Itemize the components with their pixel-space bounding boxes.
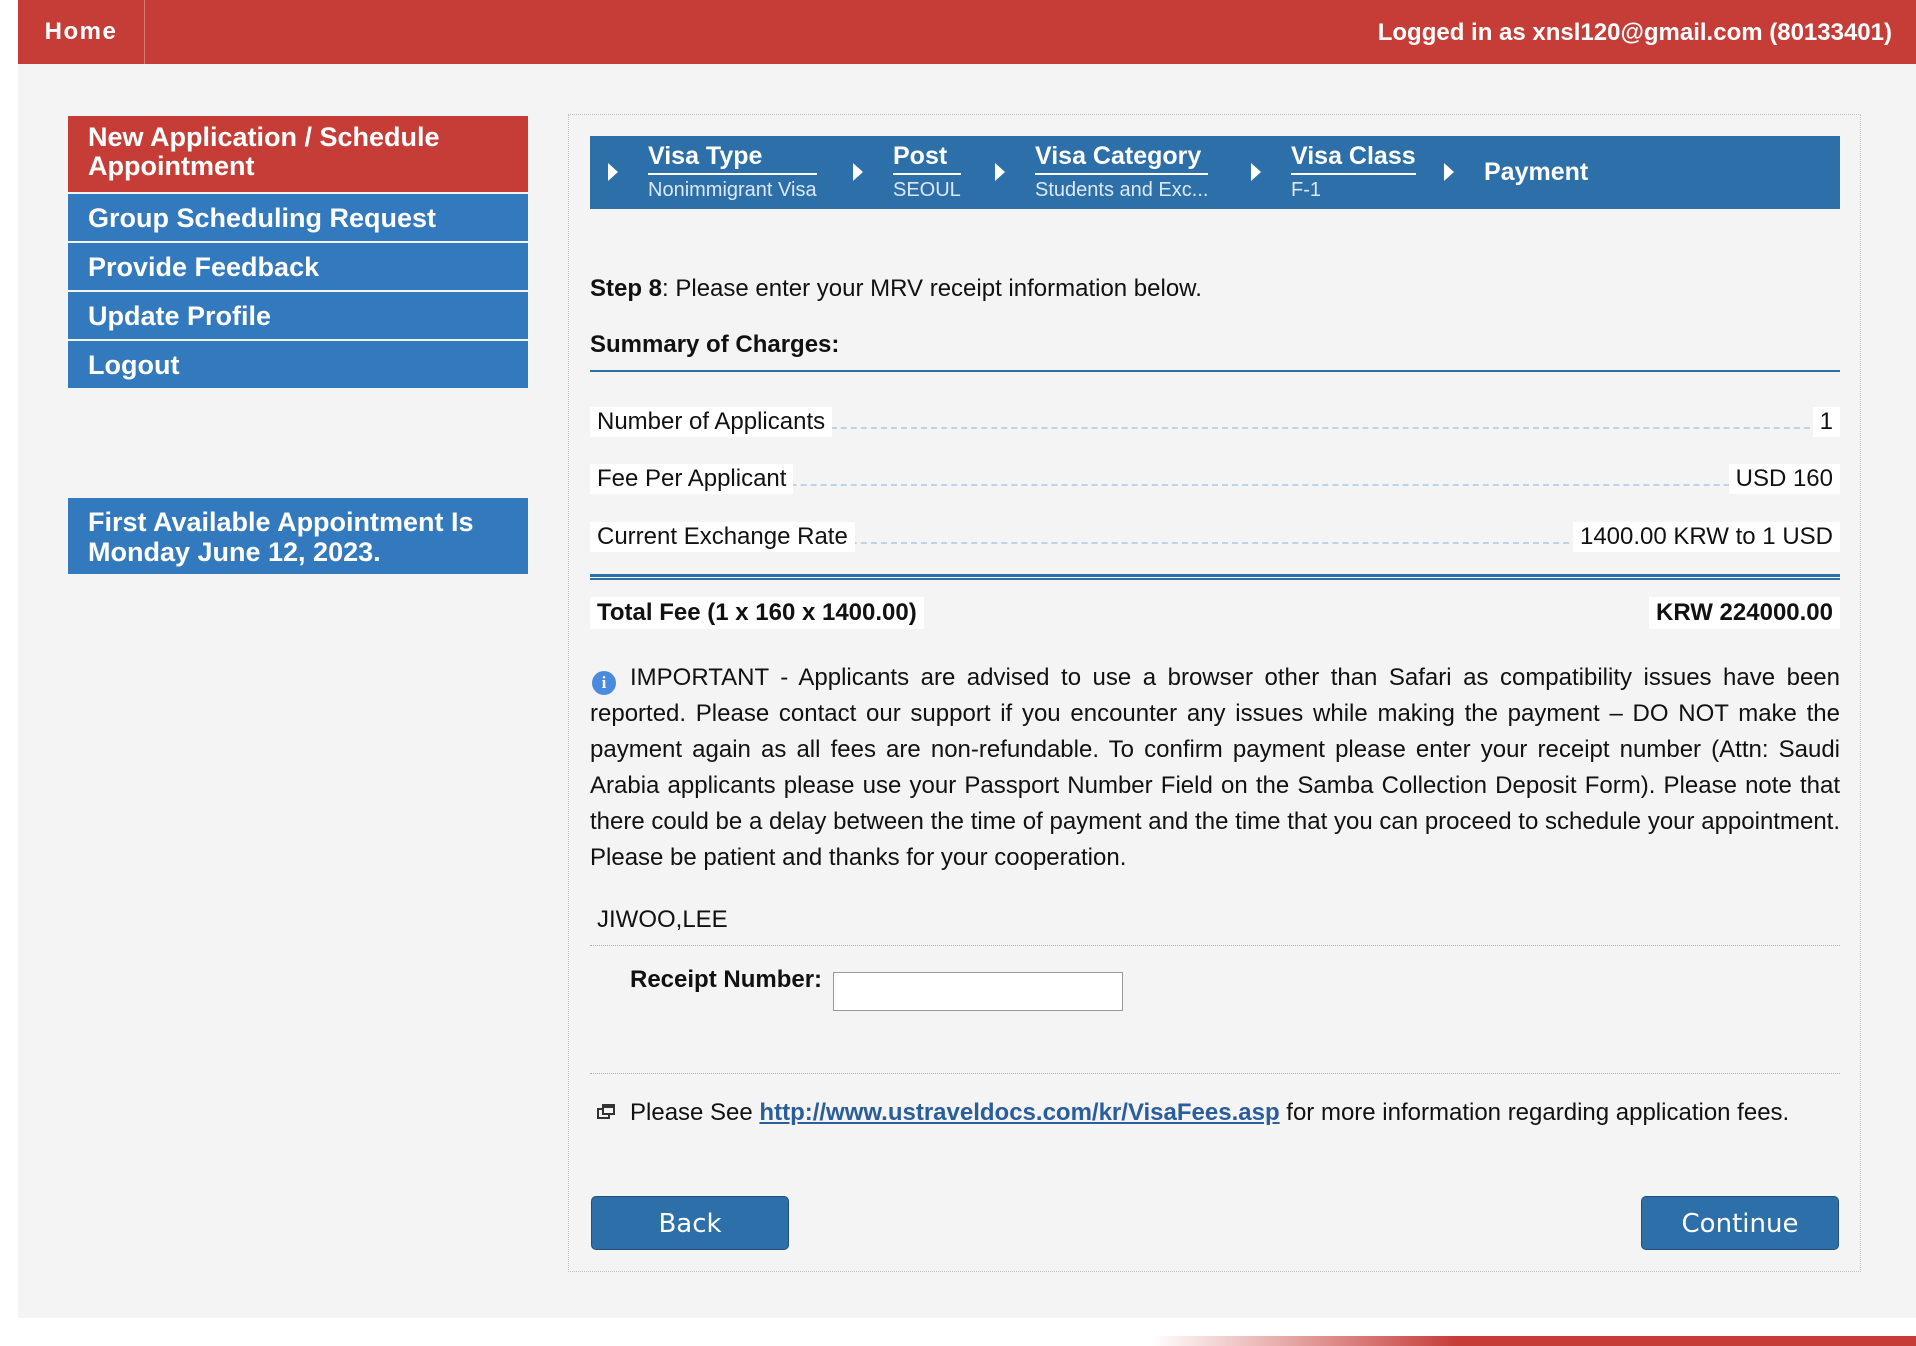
step-visa-class[interactable] [1291,142,1416,202]
important-notice [590,660,1840,876]
fee-info-line [596,1099,1789,1127]
charge-value: 1 [1813,407,1840,437]
total-fee-value: KRW 224000.00 [1649,597,1840,629]
top-bar [18,0,1916,64]
step-visa-category[interactable] [1035,142,1208,202]
step-value: Nonimmigrant Visa [648,179,817,201]
charge-row-applicants [590,407,1840,437]
charge-label: Number of Applicants [590,407,832,437]
charge-label: Fee Per Applicant [590,464,793,494]
divider [590,945,1840,946]
step-payment-current: Payment [1484,158,1589,186]
progress-breadcrumb [590,136,1840,209]
important-text: IMPORTANT - Applicants are advised to use a browser other than Safari as compatibility issues have been reported. Please contact our support if you encounter any issues while making the payment – DO NOT make the payment again as all fees are non-refundable. To confirm payment please enter your receipt number (Attn: Saudi Arabia applicants please use your Passport Number Field on the Samba Collection Deposit Form). Please note that there could be a delay between the time of payment and the time that you can proceed to schedule your appointment. Please be patient and thanks for your cooperation. [590,664,1840,871]
step-text: : Please enter your MRV receipt information below. [662,275,1202,302]
chevron-right-icon [1251,163,1261,181]
logged-in-status: Logged in as xnsl120@gmail.com (80133401) [1377,19,1892,46]
applicant-name: JIWOO,LEE [597,906,728,933]
sidebar-item-group-scheduling[interactable]: Group Scheduling Request [68,194,528,241]
divider [590,370,1840,372]
step-label: Visa Class [1291,142,1416,175]
step-label: Visa Type [648,142,817,175]
step-visa-type[interactable] [648,142,817,202]
sidebar-item-provide-feedback[interactable]: Provide Feedback [68,243,528,290]
step-instruction [590,275,1202,303]
chevron-right-icon [853,163,863,181]
step-post[interactable] [893,142,961,202]
sidebar-item-update-profile[interactable]: Update Profile [68,292,528,339]
step-number: Step 8 [590,275,663,302]
charge-row-exchange-rate [590,522,1840,552]
step-label: Visa Category [1035,142,1208,175]
footer-accent [1150,1336,1916,1346]
chevron-right-icon [1444,163,1454,181]
divider [590,1073,1840,1074]
home-button[interactable]: Home [18,0,145,64]
total-fee-label: Total Fee (1 x 160 x 1400.00) [590,597,924,629]
sidebar-item-new-application[interactable]: New Application / Schedule Appointment [68,116,528,192]
see-suffix: for more information regarding application fees. [1279,1099,1790,1126]
first-available-appointment: First Available Appointment Is Monday June 12, 2023. [68,498,528,574]
charge-value: 1400.00 KRW to 1 USD [1573,522,1840,552]
summary-title: Summary of Charges: [590,331,840,358]
step-value: F-1 [1291,179,1321,201]
receipt-number-input[interactable] [833,972,1123,1011]
total-fee-row [590,597,1840,629]
chevron-right-icon [608,163,618,181]
chevron-right-icon [995,163,1005,181]
charge-row-fee [590,464,1840,494]
step-label: Post [893,142,961,175]
charge-label: Current Exchange Rate [590,522,855,552]
receipt-number-label: Receipt Number: [630,966,823,993]
back-button[interactable]: Back [591,1196,789,1250]
sidebar-nav [68,116,528,390]
step-value: SEOUL [893,179,961,201]
visa-fees-link[interactable]: http://www.ustraveldocs.com/kr/VisaFees.asp [759,1099,1280,1126]
double-divider [590,574,1840,580]
info-icon: i [592,671,616,695]
external-link-icon [596,1103,618,1121]
step-value: Students and Exc... [1035,179,1209,201]
charge-value: USD 160 [1729,464,1840,494]
see-prefix: Please See [630,1099,760,1126]
continue-button[interactable]: Continue [1641,1196,1839,1250]
sidebar-item-logout[interactable]: Logout [68,341,528,388]
